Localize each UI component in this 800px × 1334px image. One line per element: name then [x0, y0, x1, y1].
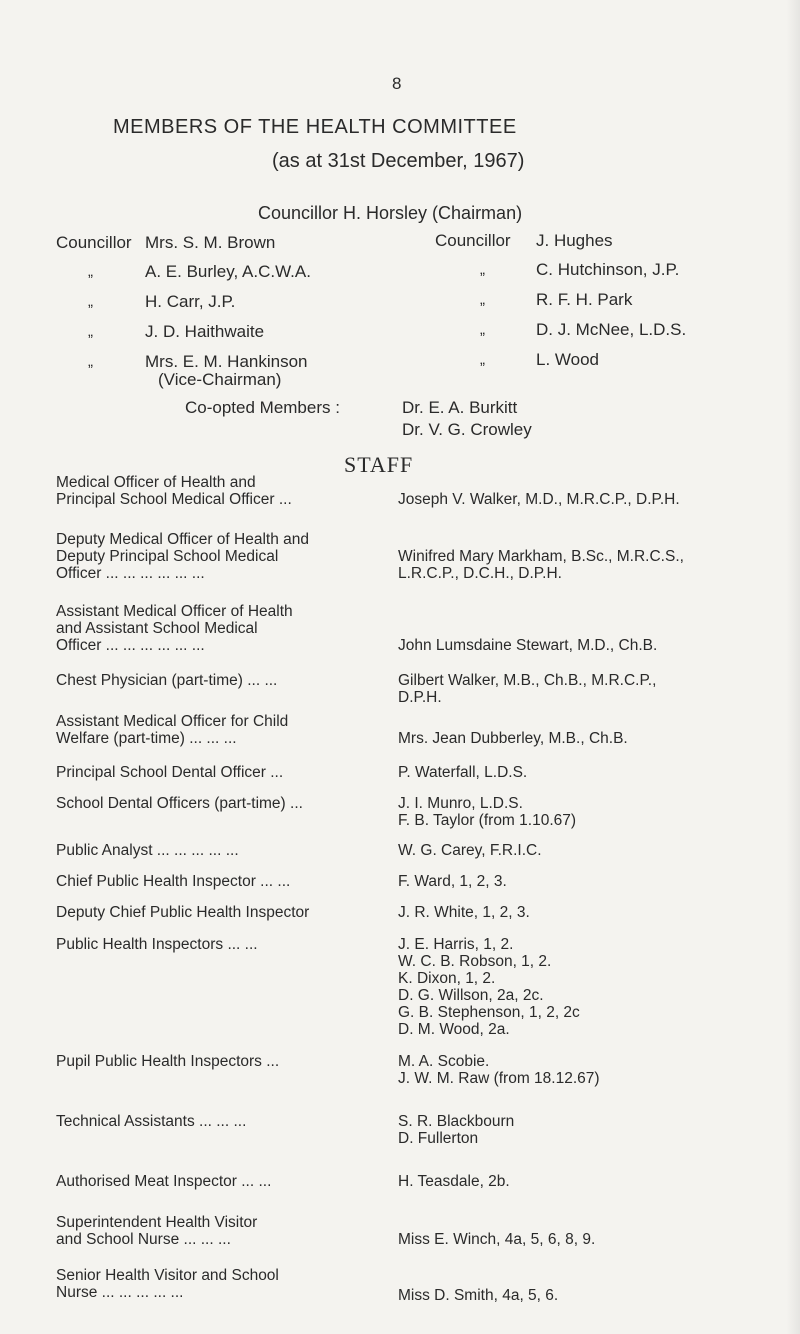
left-member-prefix-4: „: [88, 353, 93, 370]
coopted-label: Co-opted Members :: [185, 398, 340, 417]
coopted-name: Dr. E. A. Burkitt: [402, 398, 518, 417]
staff-row: [56, 713, 776, 749]
page-title: MEMBERS OF THE HEALTH COMMITTEE: [113, 116, 517, 138]
staff-name: J. R. White, 1, 2, 3.: [398, 904, 530, 921]
staff-name: M. A. Scobie. J. W. M. Raw (from 18.12.67): [398, 1053, 600, 1087]
staff-row: [56, 1173, 776, 1193]
right-member-prefix-1: „: [480, 261, 485, 278]
right-member-prefix-4: „: [480, 351, 485, 368]
staff-row: [56, 842, 776, 862]
staff-role: Medical Officer of Health and Principal School Medical Officer ...: [56, 474, 292, 508]
staff-row: [56, 1267, 776, 1303]
staff-name: J. E. Harris, 1, 2. W. C. B. Robson, 1, 2. K. Dixon, 1, 2. D. G. Willson, 2a, 2c. G. B. Stephenson, 1, 2, 2c D. M. Wood, 2a.: [398, 936, 580, 1038]
left-member-name-4: Mrs. E. M. Hankinson: [145, 352, 308, 371]
staff-row: [56, 936, 776, 1041]
staff-name: Mrs. Jean Dubberley, M.B., Ch.B.: [398, 730, 628, 747]
staff-name: Miss D. Smith, 4a, 5, 6.: [398, 1287, 559, 1304]
staff-role: Chest Physician (part-time) ... ...: [56, 672, 278, 689]
left-member-name-0: Mrs. S. M. Brown: [145, 233, 276, 252]
staff-role: Public Health Inspectors ... ...: [56, 936, 258, 953]
staff-role: Principal School Dental Officer ...: [56, 764, 284, 781]
staff-row: [56, 873, 776, 893]
staff-name: S. R. Blackbourn D. Fullerton: [398, 1113, 515, 1147]
staff-row: [56, 1113, 776, 1149]
left-member-name-2: H. Carr, J.P.: [145, 292, 236, 311]
right-member-prefix-3: „: [480, 321, 485, 338]
staff-heading: STAFF: [344, 452, 414, 477]
left-member-prefix-0: Councillor: [56, 233, 132, 252]
staff-name: F. Ward, 1, 2, 3.: [398, 873, 507, 890]
chairman-line: Councillor H. Horsley (Chairman): [258, 203, 523, 223]
staff-name: Joseph V. Walker, M.D., M.R.C.P., D.P.H.: [398, 491, 680, 508]
page-number: 8: [392, 74, 402, 93]
staff-row: [56, 1053, 776, 1089]
staff-row: [56, 904, 776, 924]
staff-role: Superintendent Health Visitor and School Nurse ... ... ...: [56, 1214, 258, 1248]
left-member-prefix-3: „: [88, 323, 93, 340]
right-member-name-3: D. J. McNee, L.D.S.: [536, 320, 687, 339]
staff-role: Authorised Meat Inspector ... ...: [56, 1173, 272, 1190]
left-member-name-1: A. E. Burley, A.C.W.A.: [145, 262, 311, 281]
right-member-prefix-0: Councillor: [435, 231, 511, 250]
staff-name: J. I. Munro, L.D.S. F. B. Taylor (from 1.10.67): [398, 795, 577, 829]
staff-role: School Dental Officers (part-time) ...: [56, 795, 303, 812]
staff-row: [56, 531, 776, 587]
staff-role: Assistant Medical Officer for Child Welfare (part-time) ... ... ...: [56, 713, 289, 747]
staff-name: H. Teasdale, 2b.: [398, 1173, 510, 1190]
staff-role: Technical Assistants ... ... ...: [56, 1113, 247, 1130]
page-edge-shadow: [786, 0, 800, 1334]
staff-role: Deputy Chief Public Health Inspector: [56, 904, 310, 921]
staff-role: Chief Public Health Inspector ... ...: [56, 873, 291, 890]
right-member-name-0: J. Hughes: [536, 231, 613, 250]
left-member-name-3: J. D. Haithwaite: [145, 322, 265, 341]
right-member-name-4: L. Wood: [536, 350, 600, 369]
staff-name: Gilbert Walker, M.B., Ch.B., M.R.C.P., D.P.H.: [398, 672, 657, 706]
staff-role: Public Analyst ... ... ... ... ...: [56, 842, 239, 859]
staff-row: [56, 672, 776, 708]
staff-name: P. Waterfall, L.D.S.: [398, 764, 528, 781]
staff-row: [56, 603, 776, 659]
staff-name: John Lumsdaine Stewart, M.D., Ch.B.: [398, 637, 658, 654]
right-member-prefix-2: „: [480, 291, 485, 308]
staff-name: Miss E. Winch, 4a, 5, 6, 8, 9.: [398, 1231, 596, 1248]
staff-row: [56, 1214, 776, 1250]
staff-role: Pupil Public Health Inspectors ...: [56, 1053, 280, 1070]
vice-chairman-label: (Vice-Chairman): [158, 370, 282, 389]
staff-role: Deputy Medical Officer of Health and Deputy Principal School Medical Officer ... ... ... ... ... ...: [56, 531, 310, 582]
page-subtitle: (as at 31st December, 1967): [272, 150, 525, 172]
coopted-name: Dr. V. G. Crowley: [402, 420, 532, 439]
right-member-name-1: C. Hutchinson, J.P.: [536, 260, 680, 279]
staff-role: Senior Health Visitor and School Nurse ... ... ... ... ...: [56, 1267, 279, 1301]
staff-row: [56, 474, 776, 514]
staff-role: Assistant Medical Officer of Health and Assistant School Medical Officer ... ... ... ... ... ...: [56, 603, 293, 654]
staff-name: W. G. Carey, F.R.I.C.: [398, 842, 542, 859]
staff-name: Winifred Mary Markham, B.Sc., M.R.C.S., L.R.C.P., D.C.H., D.P.H.: [398, 548, 684, 582]
left-member-prefix-2: „: [88, 293, 93, 310]
left-member-prefix-1: „: [88, 263, 93, 280]
staff-row: [56, 795, 776, 831]
staff-row: [56, 764, 776, 784]
right-member-name-2: R. F. H. Park: [536, 290, 633, 309]
